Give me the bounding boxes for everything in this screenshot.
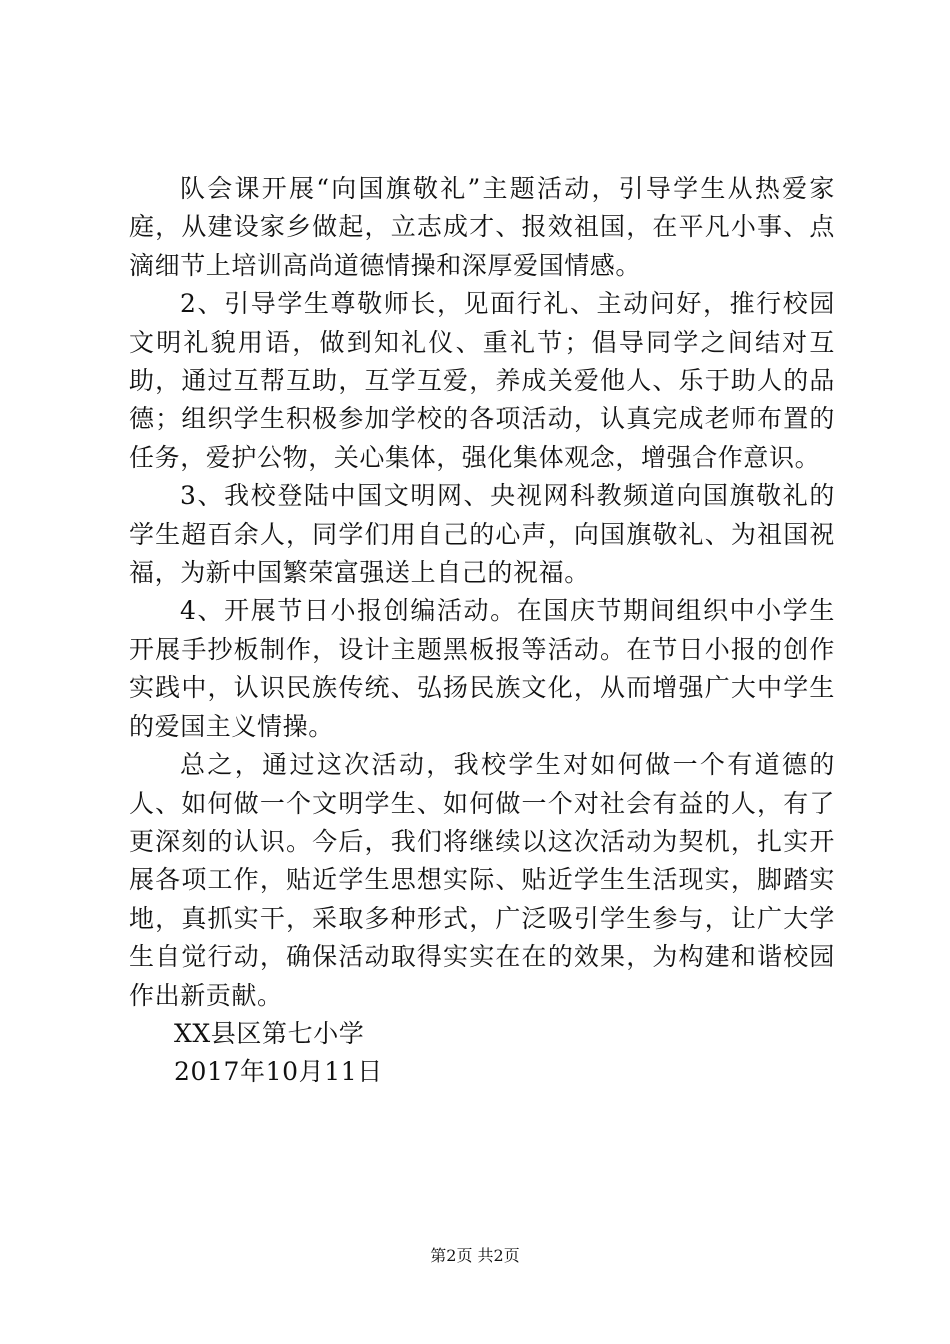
- paragraph-holiday-newspaper: 4、开展节日小报创编活动。在国庆节期间组织中小学生开展手抄板制作，设计主题黑板报等活动。在节日小报的创作实践中，认识民族传统、弘扬民族文化，从而增强广大中学生的爱国主义情操。: [129, 596, 835, 741]
- paragraph-conclusion: 总之，通过这次活动，我校学生对如何做一个有道德的人、如何做一个文明学生、如何做一个对社会有益的人，有了更深刻的认识。今后，我们将继续以这次活动为契机，扎实开展各项工作，贴近学生思想实际、贴近学生生活现实，脚踏实地，真抓实干，采取多种形式，广泛吸引学生参与，让广大学生自觉行动，确保活动取得实实在在的效果，为构建和谐校园作出新贡献。: [129, 750, 835, 1010]
- document-body: [129, 170, 835, 1092]
- page-number-footer: 第2页 共2页: [430, 1246, 520, 1265]
- paragraph-flag-salute-activity: 队会课开展“向国旗敬礼”主题活动，引导学生从热爱家庭，从建设家乡做起，立志成才、报效祖国，在平凡小事、点滴细节上培训高尚道德情操和深厚爱国情感。: [129, 174, 835, 280]
- paragraph-respect-teachers: 2、引导学生尊敬师长，见面行礼、主动问好，推行校园文明礼貌用语，做到知礼仪、重礼节；倡导同学之间结对互助，通过互帮互助，互学互爱，养成关爱他人、乐于助人的品德；组织学生积极参加学校的各项活动，认真完成老师布置的任务，爱护公物，关心集体，强化集体观念，增强合作意识。: [129, 289, 835, 472]
- paragraph-online-salute: 3、我校登陆中国文明网、央视网科教频道向国旗敬礼的学生超百余人，同学们用自己的心声，向国旗敬礼、为祖国祝福，为新中国繁荣富强送上自己的祝福。: [129, 481, 835, 588]
- signature-organization: XX县区第七小学: [174, 1018, 365, 1048]
- signature-date: 2017年10月11日: [174, 1057, 383, 1087]
